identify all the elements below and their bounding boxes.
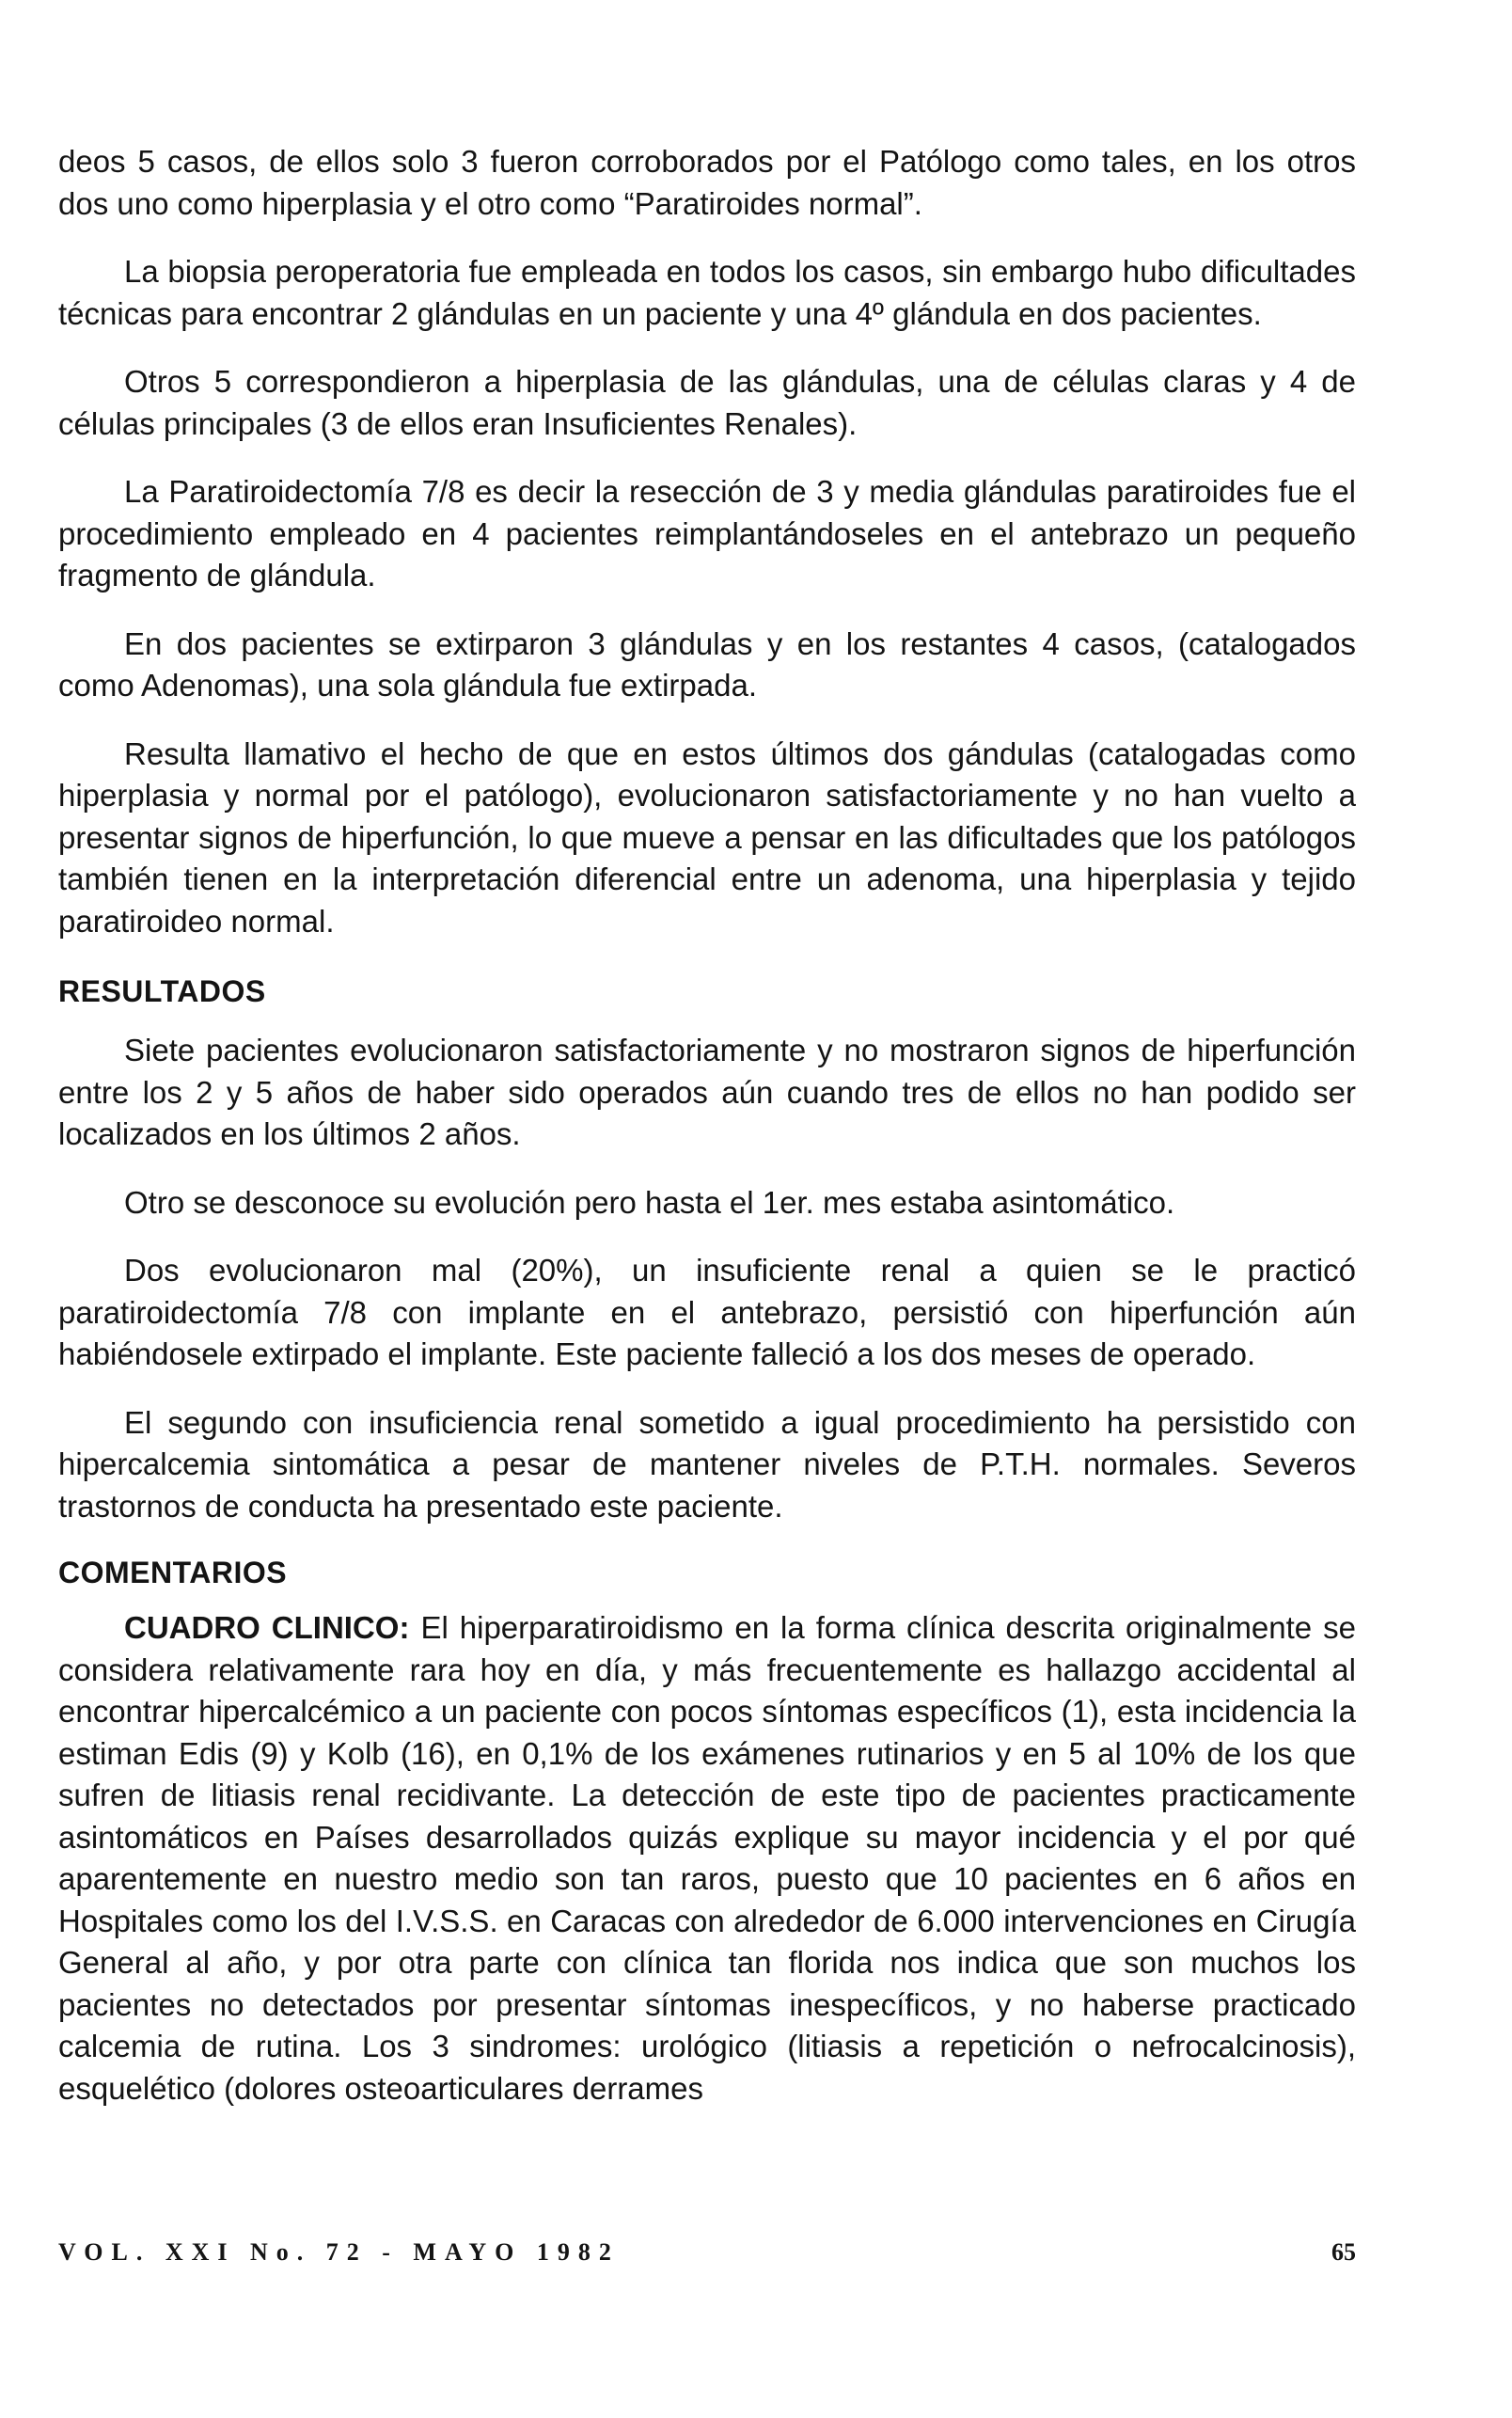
paragraph-hiperplasia: Otros 5 correspondieron a hiperplasia de las glándulas, una de células claras y 4 de células principales (3 de ellos eran Insuficientes Renales).	[58, 364, 1356, 441]
paragraph-resultados-1: Siete pacientes evolucionaron satisfactoriamente y no mostraron signos de hiperfunción entre los 2 y 5 años de haber sido operados aún cuando tres de ellos no han podido ser localizados en los últimos 2 años.	[58, 1033, 1356, 1151]
paragraph-cuadro-clinico-text: El hiperparatiroidismo en la forma clínica descrita originalmente se considera relativamente rara hoy en día, y más frecuentemente es hallazgo accidental al encontrar hipercalcémico a un paciente con pocos síntomas específicos (1), esta incidencia la estiman Edis (9) y Kolb (16), en 0,1% de los exámenes rutinarios y en 5 al 10% de los que sufren de litiasis renal recidivante. La detección de este tipo de pacientes practicamente asintomáticos en Países desarrollados quizás explique su mayor incidencia y el por qué aparentemente en nuestro medio son tan raros, puesto que 10 pacientes en 6 años en Hospitales como los del I.V.S.S. en Caracas con alrededor de 6.000 intervenciones en Cirugía General al año, y por otra parte con clínica tan florida nos indica que son muchos los pacientes no detectados por presentar síntomas inespecíficos, y no haberse practicado calcemia de rutina. Los 3 sindromes: urológico (litiasis a repetición o nefrocalcinosis), esquelético (dolores osteoarticulares derrames	[58, 1610, 1356, 2106]
page-number: 65	[1331, 2238, 1356, 2266]
paragraph-biopsia: La biopsia peroperatoria fue empleada en todos los casos, sin embargo hubo dificultades técnicas para encontrar 2 glándulas en un paciente y una 4º glándula en dos pacientes.	[58, 254, 1356, 331]
paragraph-continuation: deos 5 casos, de ellos solo 3 fueron corroborados por el Patólogo como tales, en los otros dos uno como hiperplasia y el otro como “Paratiroides normal”.	[58, 144, 1356, 221]
paragraph-paratiroidectomia: La Paratiroidectomía 7/8 es decir la resección de 3 y media glándulas paratiroides fue el procedimiento empleado en 4 pacientes reimplantándoseles en el antebrazo un pequeño fragmento de glándula.	[58, 474, 1356, 593]
section-heading-comentarios: COMENTARIOS	[58, 1556, 288, 1589]
paragraph-cuadro-clinico	[58, 1607, 1356, 2110]
run-in-heading: CUADRO CLINICO:	[124, 1610, 410, 1645]
paragraph-resultados-2: Otro se desconoce su evolución pero hasta el 1er. mes estaba asintomático.	[124, 1184, 1175, 1220]
paragraph-resultados-4: El segundo con insuficiencia renal sometido a igual procedimiento ha persistido con hipercalcemia sintomática a pesar de mantener niveles de P.T.H. normales. Severos trastornos de conducta ha presentado este paciente.	[58, 1404, 1356, 1524]
footer-journal-info: VOL. XXI No. 72 - MAYO 1982	[58, 2238, 620, 2266]
page-footer	[58, 2238, 1356, 2276]
paragraph-llamativo: Resulta llamativo el hecho de que en estos últimos dos gándulas (catalogadas como hiperplasia y normal por el patólogo), evolucionaron satisfactoriamente y no han vuelto a presentar signos de hiperfunción, lo que mueve a pensar en las dificultades que los patólogos también tienen en la interpretación diferencial entre un adenoma, una hiperplasia y tejido paratiroideo normal.	[58, 735, 1356, 939]
paragraph-resultados-3: Dos evolucionaron mal (20%), un insuficiente renal a quien se le practicó paratiroidectomía 7/8 con implante en el antebrazo, persistió con hiperfunción aún habiéndosele extirpado el implante. Este paciente falleció a los dos meses de operado.	[58, 1253, 1356, 1371]
paragraph-extirpacion: En dos pacientes se extirparon 3 glándulas y en los restantes 4 casos, (catalogados como Adenomas), una sola glándula fue extirpada.	[58, 625, 1356, 703]
text-column	[58, 141, 1356, 2110]
section-heading-resultados: RESULTADOS	[58, 974, 266, 1008]
